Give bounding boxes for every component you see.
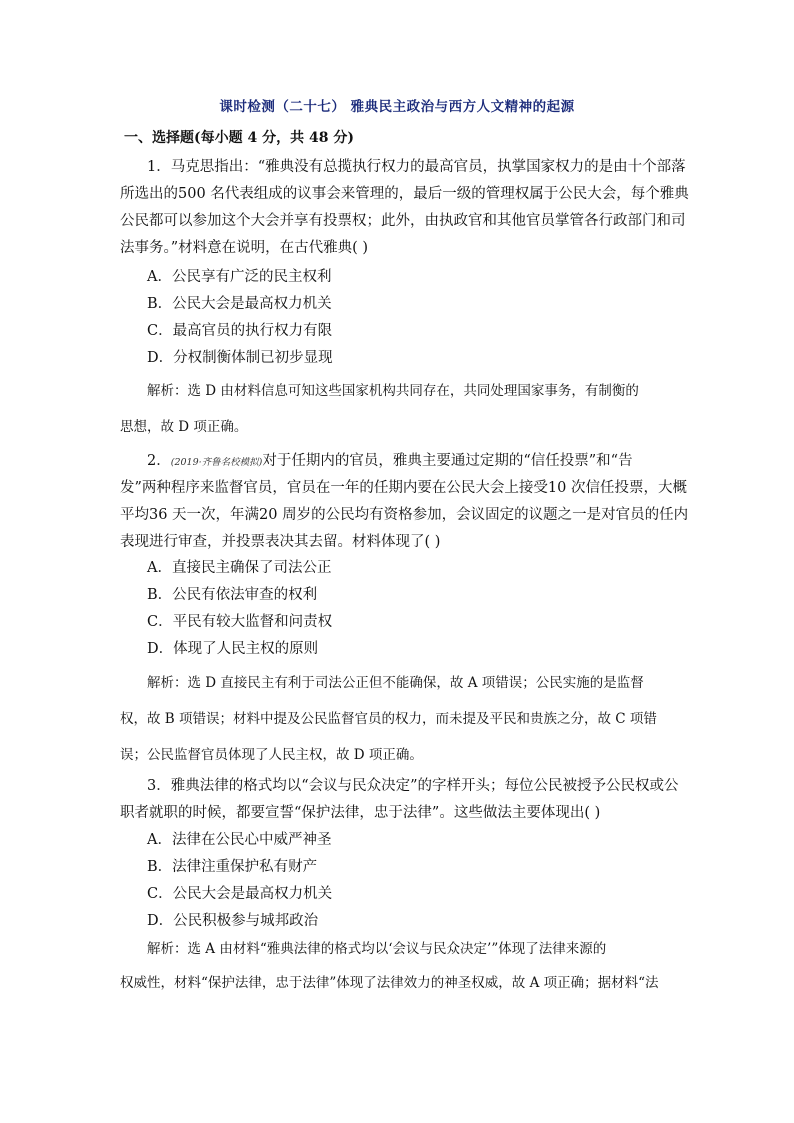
- q3-option-d: D．公民积极参与城邦政治: [147, 913, 319, 929]
- q2-line-3: 平均36 天一次，年满20 周岁的公民均有资格参加，会议固定的议题之一是对官员的任内: [120, 507, 689, 523]
- q1-line-2: 所选出的500 名代表组成的议事会来管理的，最后一级的管理权属于公民大会，每个雅典: [120, 186, 689, 202]
- q2-option-b: B．公民有依法审查的权利: [147, 587, 318, 603]
- q1-option-d: D．分权制衡体制已初步显现: [147, 350, 333, 366]
- q1-line-1: 1．马克思指出：“雅典没有总揽执行权力的最高官员，执掌国家权力的是由十个部落: [147, 159, 686, 175]
- q1-explanation-1: 解析：选 D 由材料信息可知这些国家机构共同存在，共同处理国家事务，有制衡的: [147, 383, 639, 399]
- q3-explanation-2: 权威性，材料“保护法律，忠于法律”体现了法律效力的神圣权威，故 A 项正确；据材料“法: [120, 975, 659, 991]
- q3-option-b: B．法律注重保护私有财产: [147, 859, 318, 875]
- q3-option-c: C．公民大会是最高权力机关: [147, 886, 333, 902]
- q2-line-4: 表现进行审查，并投票表决其去留。材料体现了( ): [120, 534, 441, 550]
- q3-explanation-1: 解析：选 A 由材料“雅典法律的格式均以‘会议与民众决定’”体现了法律来源的: [147, 941, 607, 957]
- q3-line-2: 职者就职的时候，都要宣誓“保护法律，忠于法律”。这些做法主要体现出( ): [120, 805, 601, 821]
- q1-option-c: C．最高官员的执行权力有限: [147, 323, 333, 339]
- q1-line-4: 法事务。”材料意在说明，在古代雅典( ): [120, 240, 369, 256]
- q1-option-b: B．公民大会是最高权力机关: [147, 296, 332, 312]
- q3-line-1: 3．雅典法律的格式均以“会议与民众决定”的字样开头；每位公民被授予公民权或公: [147, 778, 679, 794]
- q2-explanation-2: 权，故 B 项错误；材料中提及公民监督官员的权力，而未提及平民和贵族之分，故 C 项错: [120, 711, 657, 727]
- q2-explanation-3: 误；公民监督官员体现了人民主权，故 D 项正确。: [120, 747, 423, 763]
- page-title: 课时检测（二十七） 雅典民主政治与西方人文精神的起源: [219, 99, 575, 115]
- q2-line-2: 发”两种程序来监督官员，官员在一年的任期内要在公民大会上接受10 次信任投票，大概: [120, 480, 687, 496]
- q2-explanation-1: 解析：选 D 直接民主有利于司法公正但不能确保，故 A 项错误；公民实施的是监督: [147, 675, 644, 691]
- q2-option-a: A．直接民主确保了司法公正: [147, 560, 332, 576]
- q1-line-3: 公民都可以参加这个大会并享有投票权；此外，由执政官和其他官员掌管各行政部门和司: [120, 213, 686, 229]
- q2-option-c: C．平民有较大监督和问责权: [147, 614, 333, 630]
- q2-number: 2．: [147, 453, 171, 469]
- q1-explanation-2: 思想，故 D 项正确。: [120, 419, 248, 435]
- q2-line-1-text: 对于任期内的官员，雅典主要通过定期的“信任投票”和“告: [262, 453, 633, 469]
- q1-option-a: A．公民享有广泛的民主权利: [147, 269, 332, 285]
- q3-option-a: A．法律在公民心中威严神圣: [147, 832, 332, 848]
- q2-option-d: D．体现了人民主权的原则: [147, 641, 319, 657]
- q2-source: (2019·齐鲁名校模拟): [170, 457, 263, 468]
- section-heading: 一、选择题(每小题 4 分，共 48 分): [124, 130, 354, 146]
- q2-line-1: [147, 451, 633, 473]
